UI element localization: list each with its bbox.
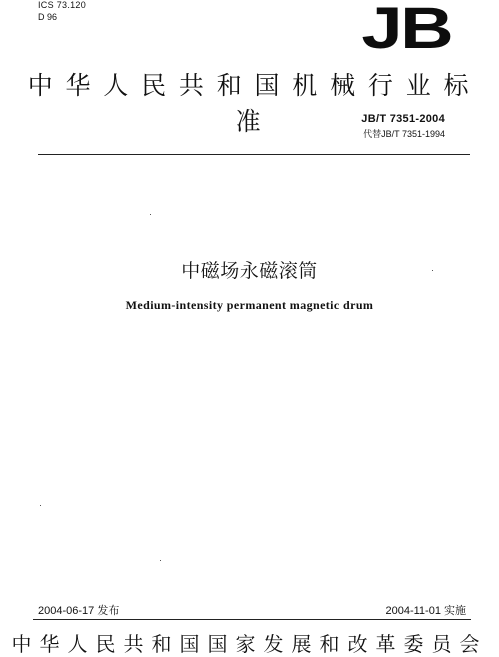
implementation-date: 2004-11-01 实施 [385,605,466,617]
jb-logo: JB [361,0,451,61]
scan-speck [160,560,161,561]
issue-date: 2004-06-17 发布 [38,605,120,617]
scan-speck [432,270,433,271]
scan-speck [40,505,41,506]
ccs-code: D 96 [38,12,58,22]
document-title-chinese: 中磁场永磁滚筒 [181,260,318,282]
publisher-name: 中华人民共和国国家发展和改革委员会 [11,632,488,656]
document-title-english: Medium-intensity permanent magnetic drum [125,298,374,312]
issuing-organization-title: 中华人民共和国机械行业标准 [27,71,482,136]
footer-divider [33,619,471,620]
standard-number: JB/T 7351-2004 [361,113,445,125]
header-divider [38,154,470,155]
ics-code: ICS 73.120 [38,0,87,10]
replaces-standard: 代替JB/T 7351-1994 [363,129,445,139]
scan-speck [150,214,151,215]
